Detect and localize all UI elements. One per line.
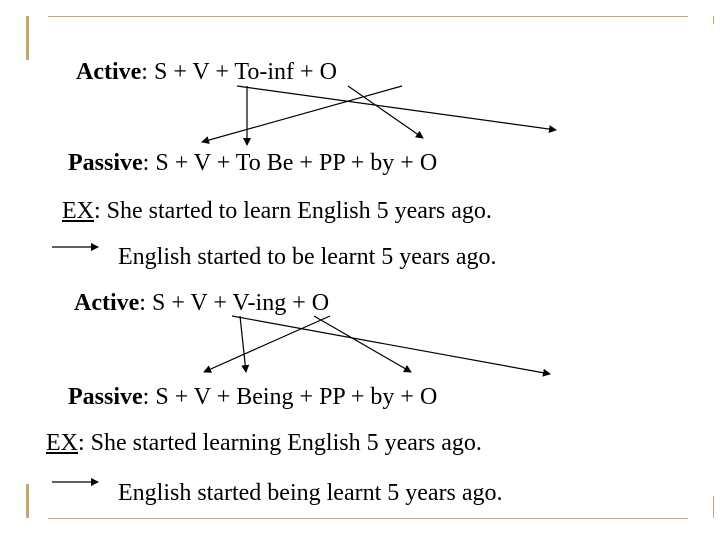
- frame-right-bottom-accent: [713, 496, 714, 518]
- passive-formula: : S + V + Being + PP + by + O: [142, 384, 438, 410]
- result-2: [118, 478, 503, 508]
- frame-right-accent: [713, 16, 714, 24]
- arrow-subject-to-object-2: [232, 316, 550, 374]
- arrow-inf-to-pp-1: [348, 86, 423, 138]
- example-sentence: : She started to learn English 5 years ago.: [94, 198, 492, 224]
- active-rule-1: [76, 57, 337, 87]
- passive-rule-2: [68, 382, 437, 412]
- frame-left-accent: [26, 16, 29, 60]
- passive-formula: : S + V + To Be + PP + by + O: [142, 150, 438, 176]
- active-formula: : S + V + V-ing + O: [139, 290, 330, 316]
- arrow-ing-to-pp-2: [314, 316, 411, 372]
- arrow-object-to-subject-1: [202, 86, 402, 142]
- example-1: [62, 196, 492, 226]
- example-2: [46, 428, 482, 458]
- example-label: EX: [62, 198, 94, 224]
- frame-left-bottom-accent: [26, 484, 29, 518]
- active-rule-2: [74, 288, 329, 318]
- frame-bottom-rule: [48, 518, 688, 519]
- passive-label: Passive: [68, 384, 143, 410]
- result-1: [118, 242, 497, 272]
- frame-top-rule: [48, 16, 688, 17]
- arrow-object-to-subject-2: [204, 316, 330, 372]
- example-label: EX: [46, 430, 78, 456]
- result-sentence: English started being learnt 5 years ago.: [118, 480, 503, 506]
- active-label: Active: [74, 290, 140, 316]
- result-sentence: English started to be learnt 5 years ago.: [118, 244, 497, 270]
- arrow-verb-to-verb-2: [240, 316, 246, 372]
- active-formula: : S + V + To-inf + O: [141, 59, 337, 85]
- arrow-subject-to-object-1: [237, 86, 556, 130]
- example-sentence: : She started learning English 5 years ago.: [78, 430, 482, 456]
- passive-rule-1: [68, 148, 437, 178]
- passive-label: Passive: [68, 150, 143, 176]
- active-label: Active: [76, 59, 142, 85]
